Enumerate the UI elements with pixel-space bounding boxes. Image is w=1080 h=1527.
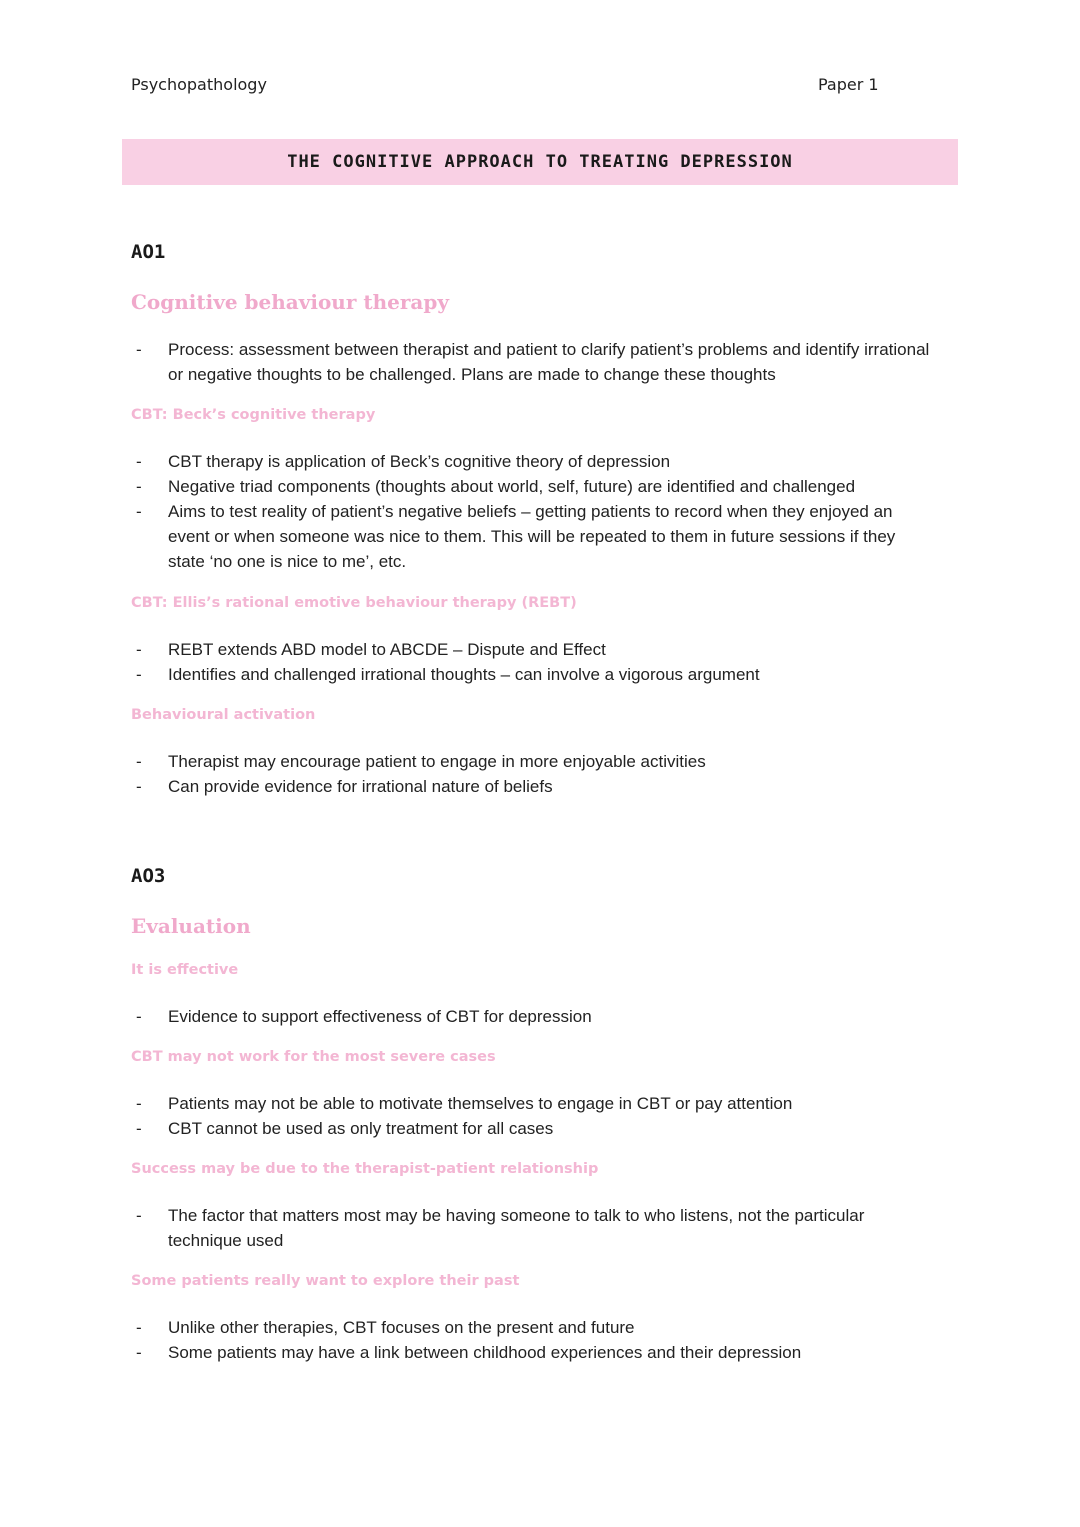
beck-list xyxy=(131,449,931,574)
list-item: - CBT therapy is application of Beck’s cognitive theory of depression xyxy=(131,449,931,474)
heading-cbt: Cognitive behaviour therapy xyxy=(131,290,449,314)
relationship-list xyxy=(131,1203,931,1253)
heading-evaluation: Evaluation xyxy=(131,914,251,938)
subheading-past: Some patients really want to explore their past xyxy=(131,1273,520,1289)
subheading-activation: Behavioural activation xyxy=(131,707,316,723)
header-subject: Psychopathology xyxy=(131,75,267,94)
subheading-relationship: Success may be due to the therapist-patient relationship xyxy=(131,1161,599,1177)
list-item: - REBT extends ABD model to ABCDE – Dispute and Effect xyxy=(131,637,931,662)
header-paper: Paper 1 xyxy=(818,75,879,94)
list-item: - Can provide evidence for irrational nature of beliefs xyxy=(131,774,931,799)
past-list xyxy=(131,1315,931,1365)
ellis-list xyxy=(131,637,931,687)
subheading-effective: It is effective xyxy=(131,962,239,978)
section-label-ao3: AO3 xyxy=(131,865,166,887)
list-item: - Negative triad components (thoughts about world, self, future) are identified and challenged xyxy=(131,474,931,499)
list-item: - The factor that matters most may be having someone to talk to who listens, not the particular technique used xyxy=(131,1203,931,1253)
page-title: THE COGNITIVE APPROACH TO TREATING DEPRESSION xyxy=(287,152,793,172)
effective-list xyxy=(131,1004,931,1029)
title-banner xyxy=(122,139,958,185)
activation-list xyxy=(131,749,931,799)
list-item: - Identifies and challenged irrational thoughts – can involve a vigorous argument xyxy=(131,662,931,687)
severe-list xyxy=(131,1091,931,1141)
list-item: - Process: assessment between therapist and patient to clarify patient’s problems and identify irrational or negative thoughts to be challenged. Plans are made to change these thoughts xyxy=(131,337,931,387)
section-label-ao1: AO1 xyxy=(131,241,166,263)
subheading-ellis: CBT: Ellis’s rational emotive behaviour therapy (REBT) xyxy=(131,595,577,611)
subheading-beck: CBT: Beck’s cognitive therapy xyxy=(131,407,376,423)
list-item: - Unlike other therapies, CBT focuses on the present and future xyxy=(131,1315,931,1340)
list-item: - CBT cannot be used as only treatment for all cases xyxy=(131,1116,931,1141)
subheading-severe: CBT may not work for the most severe cases xyxy=(131,1049,496,1065)
list-item: - Aims to test reality of patient’s negative beliefs – getting patients to record when they enjoyed an event or when someone was nice to them. This will be repeated to them in future sessions if they state ‘no one is nice to me’, etc. xyxy=(131,499,931,574)
process-list xyxy=(131,337,931,387)
list-item: - Patients may not be able to motivate themselves to engage in CBT or pay attention xyxy=(131,1091,931,1116)
list-item: - Evidence to support effectiveness of CBT for depression xyxy=(131,1004,931,1029)
list-item: - Some patients may have a link between childhood experiences and their depression xyxy=(131,1340,931,1365)
list-item: - Therapist may encourage patient to engage in more enjoyable activities xyxy=(131,749,931,774)
